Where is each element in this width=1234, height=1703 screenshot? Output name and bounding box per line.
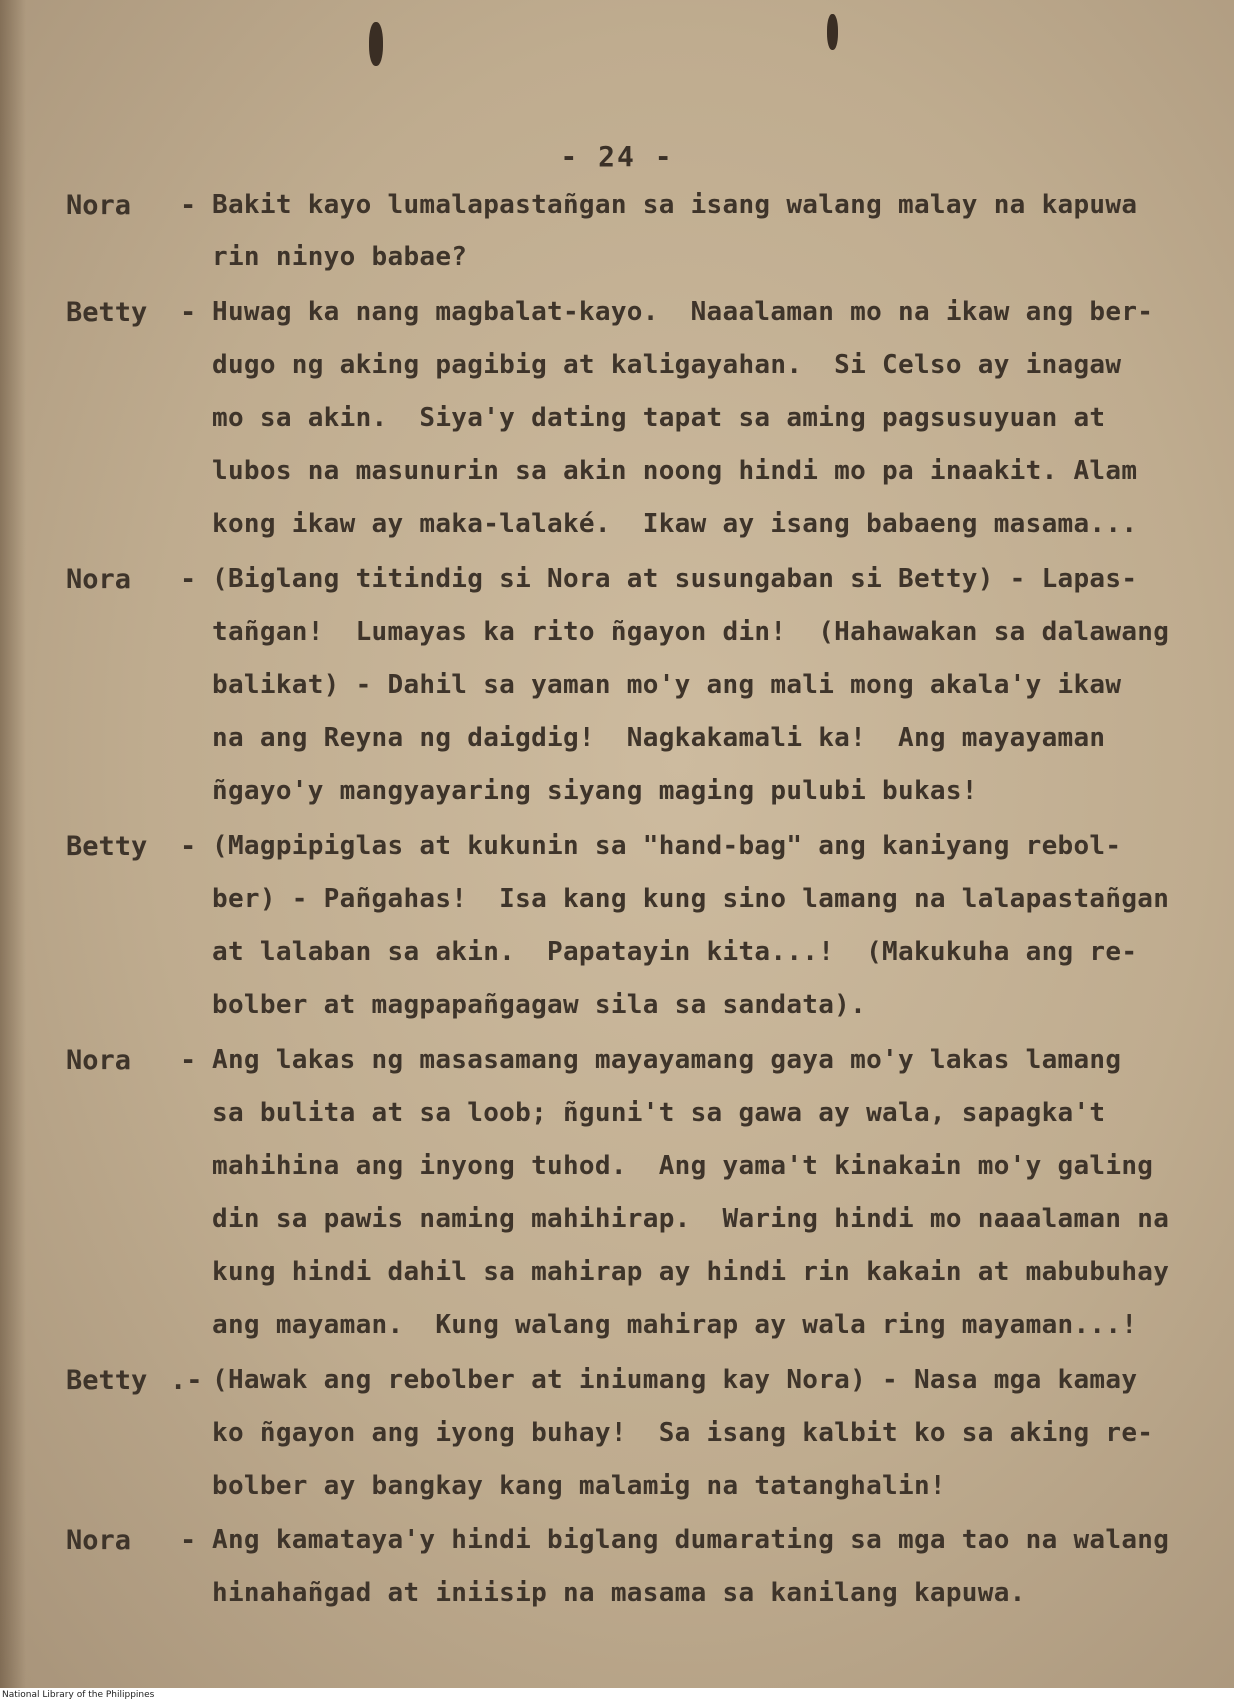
speaker-dash: - bbox=[180, 1045, 197, 1076]
dialogue-line: dugo ng aking pagibig at kaligayahan. Si Celso ay inagaw bbox=[212, 350, 1122, 380]
dialogue-line: Ang lakas ng masasamang mayayamang gaya mo'y lakas lamang bbox=[212, 1045, 1122, 1075]
dialogue-line: mo sa akin. Siya'y dating tapat sa aming pagsusuyuan at bbox=[212, 403, 1106, 433]
binding-hole-right bbox=[827, 14, 838, 50]
speaker-name: Betty bbox=[66, 297, 148, 328]
dialogue-line: mahihina ang inyong tuhod. Ang yama't kinakain mo'y galing bbox=[212, 1151, 1154, 1181]
speaker-dash: - bbox=[180, 564, 197, 595]
dialogue-line: ñgayo'y mangyayaring siyang maging pulubi bukas! bbox=[212, 776, 978, 806]
dialogue-line: na ang Reyna ng daigdig! Nagkakamali ka! Ang mayayaman bbox=[212, 723, 1106, 753]
speaker-dash: .- bbox=[170, 1365, 203, 1396]
speaker-name: Betty bbox=[66, 831, 148, 862]
dialogue-line: balikat) - Dahil sa yaman mo'y ang mali mong akala'y ikaw bbox=[212, 670, 1122, 700]
speaker-dash: - bbox=[180, 831, 197, 862]
binding-hole-left bbox=[369, 22, 383, 66]
archive-footer-text: National Library of the Philippines bbox=[2, 1690, 155, 1700]
dialogue-line: (Biglang titindig si Nora at susungaban si Betty) - Lapas- bbox=[212, 564, 1138, 594]
dialogue-line: ang mayaman. Kung walang mahirap ay wala ring mayaman...! bbox=[212, 1310, 1138, 1340]
dialogue-line: bolber ay bangkay kang malamig na tatanghalin! bbox=[212, 1471, 946, 1501]
speaker-name: Nora bbox=[66, 564, 132, 595]
dialogue-line: Huwag ka nang magbalat-kayo. Naaalaman mo na ikaw ang ber- bbox=[212, 297, 1154, 327]
dialogue-line: ber) - Pañgahas! Isa kang kung sino lamang na lalapastañgan bbox=[212, 884, 1170, 914]
dialogue-line: ko ñgayon ang iyong buhay! Sa isang kalbit ko sa aking re- bbox=[212, 1418, 1154, 1448]
dialogue-line: Ang kamataya'y hindi biglang dumarating sa mga tao na walang bbox=[212, 1525, 1170, 1555]
dialogue-line: kung hindi dahil sa mahirap ay hindi rin kakain at mabubuhay bbox=[212, 1257, 1170, 1287]
page-number: - 24 - bbox=[560, 140, 674, 173]
speaker-name: Nora bbox=[66, 1045, 132, 1076]
dialogue-line: (Hawak ang rebolber at iniumang kay Nora) - Nasa mga kamay bbox=[212, 1365, 1138, 1395]
dialogue-line: (Magpipiglas at kukunin sa "hand-bag" ang kaniyang rebol- bbox=[212, 831, 1122, 861]
archive-footer bbox=[0, 1688, 1234, 1703]
dialogue-line: sa bulita at sa loob; ñguni't sa gawa ay wala, sapagka't bbox=[212, 1098, 1106, 1128]
speaker-dash: - bbox=[180, 190, 197, 221]
dialogue-line: din sa pawis naming mahihirap. Waring hindi mo naaalaman na bbox=[212, 1204, 1170, 1234]
speaker-name: Nora bbox=[66, 1525, 132, 1556]
speaker-name: Nora bbox=[66, 190, 132, 221]
dialogue-line: rin ninyo babae? bbox=[212, 242, 468, 272]
dialogue-line: hinahañgad at iniisip na masama sa kanilang kapuwa. bbox=[212, 1578, 1026, 1608]
dialogue-line: kong ikaw ay maka-lalaké. Ikaw ay isang babaeng masama... bbox=[212, 509, 1138, 539]
page-edge-shadow bbox=[0, 0, 26, 1688]
dialogue-line: lubos na masunurin sa akin noong hindi mo pa inaakit. Alam bbox=[212, 456, 1138, 486]
dialogue-line: bolber at magpapañgagaw sila sa sandata). bbox=[212, 990, 867, 1020]
dialogue-line: tañgan! Lumayas ka rito ñgayon din! (Hahawakan sa dalawang bbox=[212, 617, 1170, 647]
speaker-dash: - bbox=[180, 1525, 197, 1556]
dialogue-line: Bakit kayo lumalapastañgan sa isang walang malay na kapuwa bbox=[212, 190, 1138, 220]
speaker-dash: - bbox=[180, 297, 197, 328]
speaker-name: Betty bbox=[66, 1365, 148, 1396]
dialogue-line: at lalaban sa akin. Papatayin kita...! (Makukuha ang re- bbox=[212, 937, 1138, 967]
